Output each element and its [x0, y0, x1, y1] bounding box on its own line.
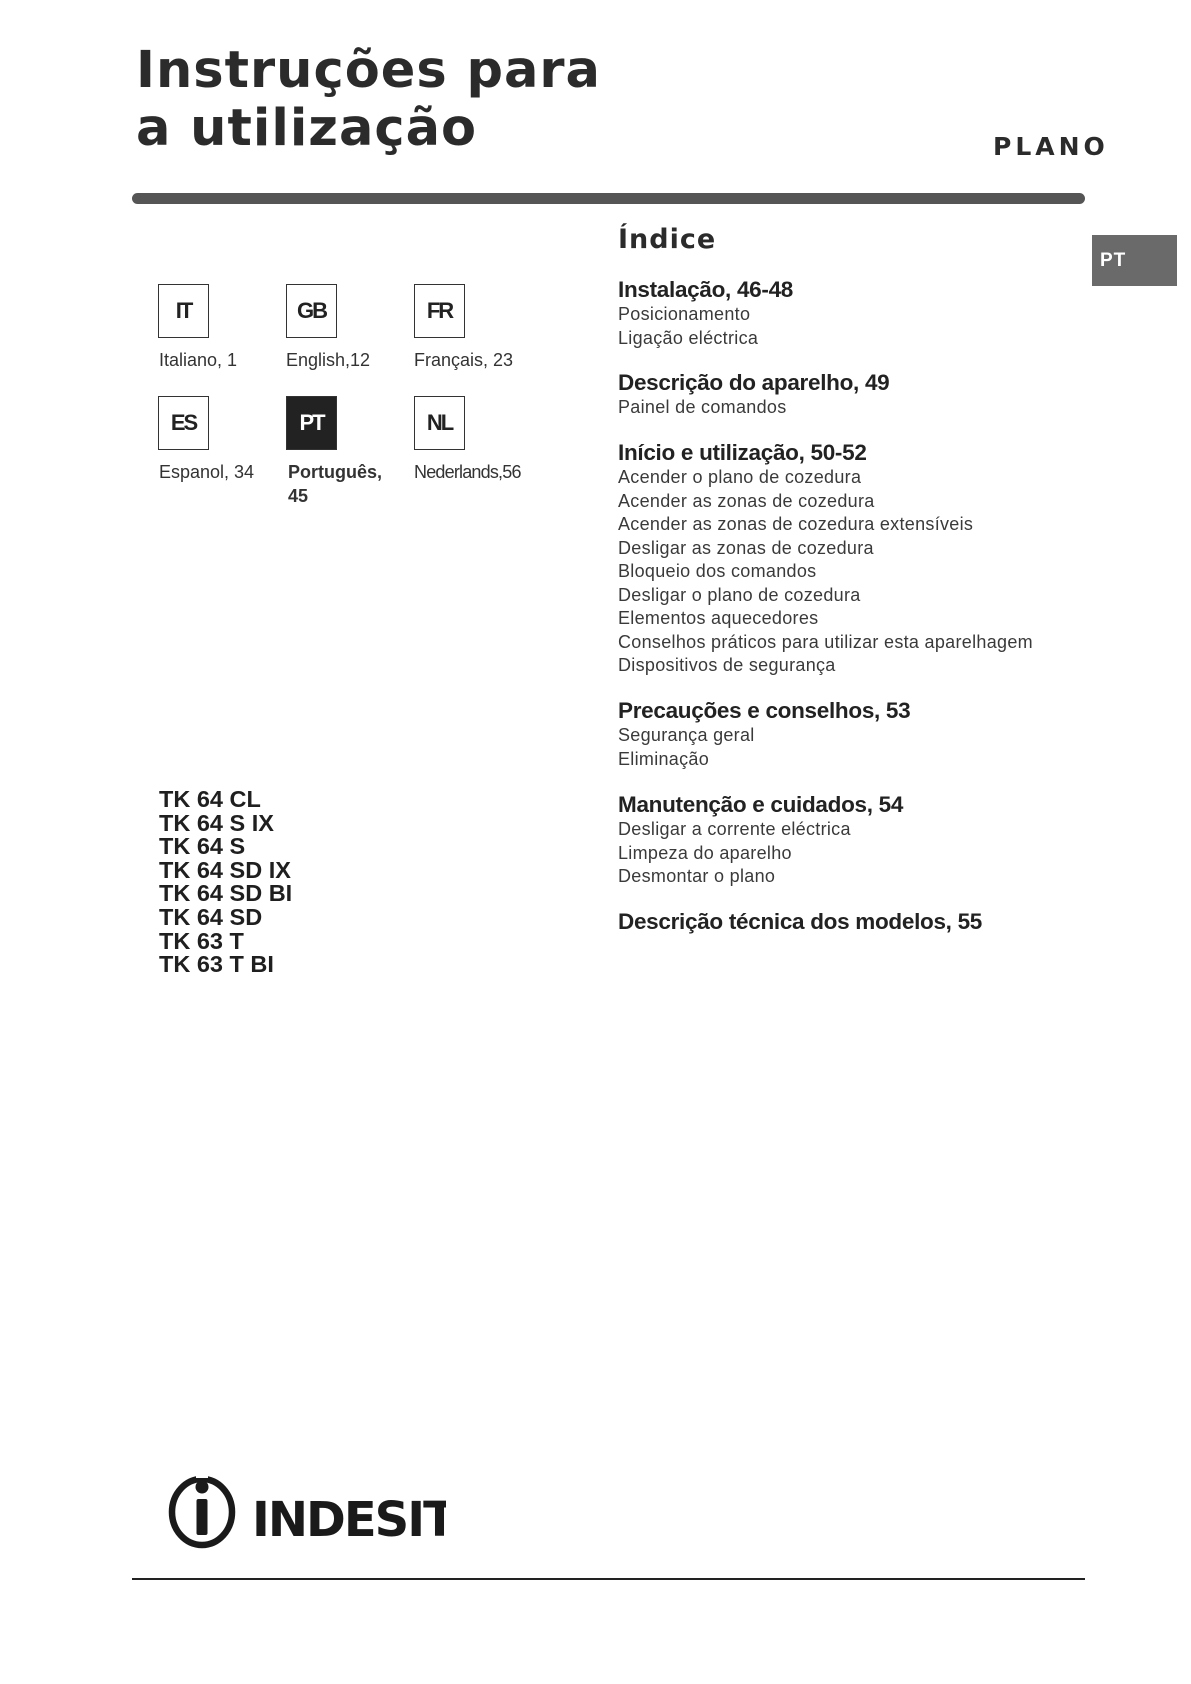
- lang-box-gb[interactable]: GB: [286, 284, 337, 338]
- model-item: TK 63 T BI: [159, 951, 274, 978]
- section-heading[interactable]: Início e utilização, 50-52: [618, 440, 867, 465]
- section-item[interactable]: Desligar o plano de cozedura: [618, 584, 861, 605]
- model-item: TK 63 T: [159, 927, 244, 954]
- lang-label-nl: Nederlands,56: [414, 462, 521, 482]
- product-name: PLANO: [993, 132, 1109, 161]
- index-section: [618, 276, 1088, 350]
- section-item[interactable]: Acender as zonas de cozedura: [618, 490, 875, 511]
- model-item: TK 64 SD: [159, 903, 263, 930]
- model-item: TK 64 S: [159, 833, 246, 860]
- index-section: [618, 908, 1088, 935]
- lang-box-pt[interactable]: PT: [286, 396, 337, 450]
- section-item[interactable]: Conselhos práticos para utilizar esta aparelhagem: [618, 631, 1033, 652]
- index-section: [618, 439, 1088, 678]
- model-list: [159, 788, 292, 977]
- section-item[interactable]: Acender as zonas de cozedura extensíveis: [618, 514, 974, 534]
- section-item[interactable]: Eliminação: [618, 748, 710, 769]
- index-section: [618, 697, 1088, 771]
- indesit-logo-icon: [166, 1470, 446, 1550]
- lang-label-pt: [288, 460, 398, 508]
- model-item: TK 64 SD BI: [159, 880, 293, 907]
- model-item: TK 64 S IX: [159, 809, 274, 836]
- index-section: [618, 791, 1088, 889]
- lang-label-fr: Français, 23: [414, 350, 514, 370]
- lang-box-nl[interactable]: NL: [414, 396, 465, 450]
- section-item[interactable]: Desmontar o plano: [618, 866, 776, 886]
- section-item[interactable]: Painel de comandos: [618, 397, 787, 417]
- page-title: [136, 42, 601, 158]
- section-heading[interactable]: Precauções e conselhos, 53: [618, 698, 911, 723]
- header-divider: [132, 193, 1085, 204]
- section-heading[interactable]: Manutenção e cuidados, 54: [618, 792, 904, 817]
- section-item[interactable]: Limpeza do aparelho: [618, 842, 792, 863]
- section-item[interactable]: Elementos aquecedores: [618, 608, 819, 628]
- section-item[interactable]: Posicionamento: [618, 304, 751, 324]
- lang-box-es[interactable]: ES: [158, 396, 209, 450]
- title-line-1: Instruções para: [136, 41, 601, 100]
- section-heading[interactable]: Instalação, 46-48: [618, 277, 793, 302]
- section-heading[interactable]: Descrição técnica dos modelos, 55: [618, 909, 983, 934]
- section-item[interactable]: Desligar as zonas de cozedura: [618, 537, 874, 558]
- title-line-2: a utilização: [136, 99, 478, 158]
- lang-box-it[interactable]: IT: [158, 284, 209, 338]
- section-item[interactable]: Ligação eléctrica: [618, 327, 759, 348]
- model-item: TK 64 SD IX: [159, 856, 291, 883]
- lang-label-it: Italiano, 1: [159, 350, 238, 370]
- model-item: TK 64 CL: [159, 786, 261, 812]
- section-item[interactable]: Desligar a corrente eléctrica: [618, 819, 851, 839]
- footer-divider: [132, 1578, 1085, 1580]
- lang-label-pt-line2: 45: [288, 486, 309, 506]
- index-title: Índice: [618, 224, 717, 255]
- section-item[interactable]: Dispositivos de segurança: [618, 655, 836, 675]
- lang-label-es: Espanol, 34: [159, 462, 255, 482]
- section-item[interactable]: Bloqueio dos comandos: [618, 561, 817, 581]
- brand-logo: [166, 1470, 446, 1550]
- section-item[interactable]: Segurança geral: [618, 725, 755, 745]
- index-section: [618, 369, 1088, 420]
- section-item[interactable]: Acender o plano de cozedura: [618, 467, 862, 487]
- section-heading[interactable]: Descrição do aparelho, 49: [618, 370, 890, 395]
- lang-label-pt-line1: Português,: [288, 462, 383, 482]
- language-tab: PT: [1092, 235, 1177, 286]
- lang-label-gb: English,12: [286, 350, 371, 370]
- lang-box-fr[interactable]: FR: [414, 284, 465, 338]
- brand-name: INDESIT: [252, 1492, 446, 1548]
